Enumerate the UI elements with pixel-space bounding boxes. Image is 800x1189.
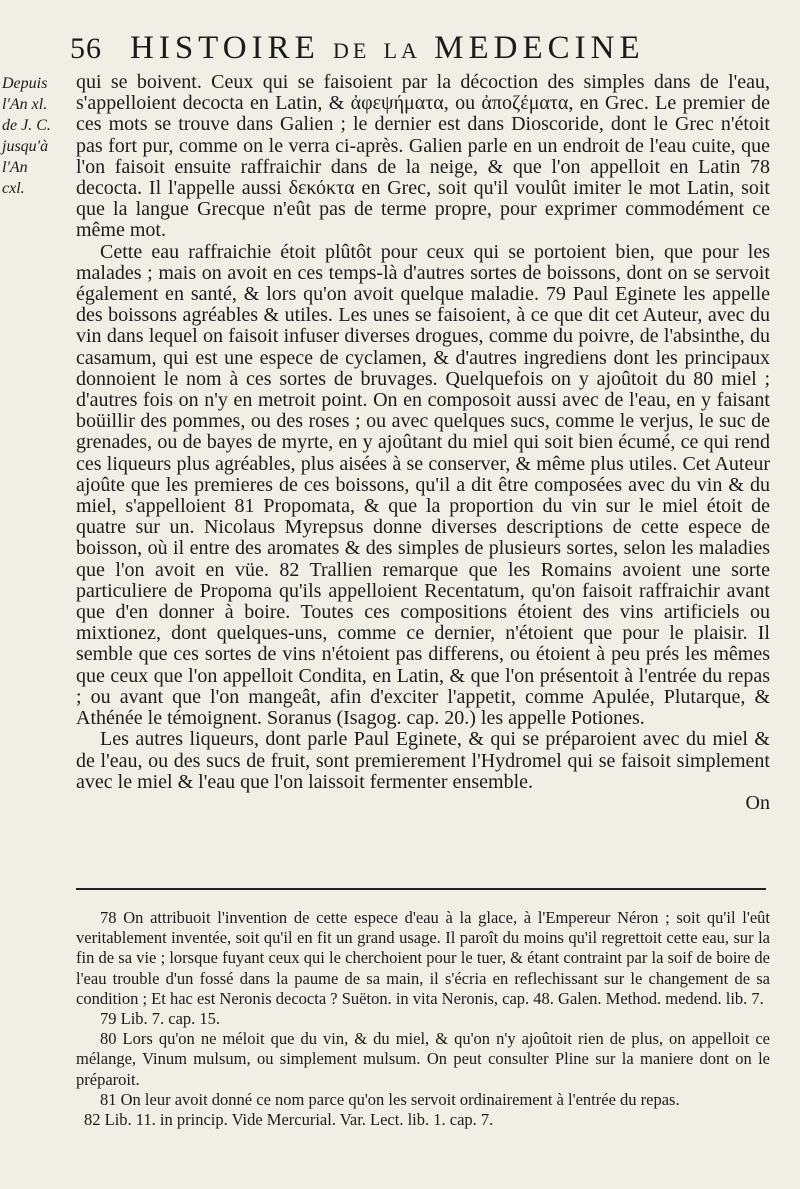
footnote-80: 80 Lors qu'on ne méloit que du vin, & du miel, & qu'on n'y ajoûtoit rien de plus, on appelloit ce mélange, Vinum mulsum, ou simplement mulsum. On peut consulter Pline sur la maniere dont on le préparoit.: [76, 1029, 770, 1089]
margin-note-line: jusqu'à: [2, 138, 49, 155]
running-title-word: DE: [332, 38, 371, 63]
margin-note-line: de J. C.: [2, 117, 51, 134]
main-text: [76, 72, 770, 814]
footnote-79: 79 Lib. 7. cap. 15.: [100, 1009, 221, 1029]
margin-note: [2, 73, 74, 199]
running-title-word: HISTOIRE: [130, 30, 320, 66]
running-title-word: MEDECINE: [434, 30, 645, 66]
footnote-78: 78 On attribuoit l'invention de cette espece d'eau à la glace, à l'Empereur Néron ; soit qu'il l'eût veritablement inventée, soit qu'il en fit un grand usage. Il paroît du moins qu'il regrettoit cette eau, sur la fin de sa vie ; lorsque fuyant ceux qui le cherchoient pour le tuer, & étant contraint par la soif de boire de l'eau trouble d'un fossé dans la paume de sa main, il s'écria en reflechissant sur le changement de sa condition ; Et hac est Neronis decocta ? Suëton. in vita Neronis, cap. 48. Galen. Method. medend. lib. 7.: [76, 908, 770, 1008]
footnote-81: 81 On leur avoit donné ce nom parce qu'on les servoit ordinairement à l'entrée du repas.: [100, 1089, 680, 1109]
footnote-82: 82 Lib. 11. in princip. Vide Mercurial. Var. Lect. lib. 1. cap. 7.: [84, 1110, 494, 1130]
margin-note-line: Depuis: [2, 75, 48, 92]
running-title-word: LA: [383, 38, 421, 63]
running-title: [130, 30, 645, 67]
body-paragraph: qui se boivent. Ceux qui se faisoient par la décoction des simples dans de l'eau, s'appelloient decocta en Latin, & ἀφεψήματα, ou ἀποζέματα, en Grec. Le premier de ces mots se trouve dans Galien ; le dernier est dans Dioscoride, dont le Grec n'étoit pas fort pur, comme on le verra ci-après. Galien parle en un endroit de l'eau cuite, que l'on faisoit ensuite raffraichir dans de la neige, & que l'on appelloit en Latin 78 decocta. Il l'appelle aussi δεκόκτα en Grec, soit qu'il voulût imiter le mot Latin, soit que la langue Grecque n'eût pas de terme propre, pour exprimer commodément ce même mot.: [76, 71, 770, 242]
body-paragraph: Les autres liqueurs, dont parle Paul Eginete, & qui se préparoient avec du miel & de l'eau, ou des sucs de fruit, sont premierement l'Hydromel qui se faisoit simplement avec le miel & l'eau que l'on laissoit fermenter ensemble.: [76, 728, 770, 793]
body-paragraph: Cette eau raffraichie étoit plûtôt pour ceux qui se portoient bien, que pour les malades ; mais on avoit en ces temps-là d'autres sortes de boissons, dont on se servoit également en santé, & lors qu'on avoit quelque maladie. 79 Paul Eginete les appelle des boissons agréables & utiles. Les unes se faisoient, à ce que dit cet Auteur, avec du vin dans lequel on faisoit infuser diverses drogues, comme du poivre, de l'absinthe, du casamum, qui est une espece de cyclamen, & d'autres ingrediens dont les principaux donnoient le nom à ces sortes de bruvages. Quelquefois on y ajoûtoit du 80 miel ; d'autres fois on n'y en metroit point. On en composoit aussi avec de l'eau, en y faisant boüillir des pommes, ou des roses ; ou avec quelques sucs, comme le verjus, le suc de grenades, ou de bayes de myrte, en y ajoûtant du miel qui soit bien écumé, ce qui rend ces liqueurs plus agréables, plus aisées à se conserver, & même plus utiles. Cet Auteur ajoûte que les premieres de ces boissons, qu'il a dit être composées avec du vin & du miel, s'appelloient 81 Propomata, & que la proportion du vin sur le miel étoit de quatre sur un. Nicolaus Myrepsus donne diverses descriptions de cette espece de boisson, où il entre des aromates & des simples de plusieurs sortes, selon les maladies que l'on avoit en vüe. 82 Trallien remarque que les Romains avoient une sorte particuliere de Propoma qu'ils appelloient Recentatum, qu'on faisoit raffraichir avant que d'en donner à boire. Toutes ces compositions étoient des vins artificiels ou mixtionez, dont quelques-uns, comme ce dernier, n'étoient que pour le plaisir. Il semble que ces sortes de vins n'étoient pas differens, ou étoient à peu prés les mêmes que ceux que l'on appelloit Condita, en Latin, & que l'on présentoit à l'entrée du repas ; ou avant que l'on mangeât, afin d'exciter l'appetit, comme Apulée, Plutarque, & Athénée le témoignent. Soranus (Isagog. cap. 20.) les appelle Potiones.: [76, 240, 770, 730]
margin-note-line: l'An: [2, 159, 28, 176]
page-header: [70, 30, 770, 70]
footnotes: [76, 908, 770, 1130]
margin-note-line: cxl.: [2, 180, 25, 197]
margin-note-line: l'An xl.: [2, 96, 48, 113]
catchword: On: [745, 791, 770, 814]
page-number: 56: [70, 32, 102, 65]
footnote-divider: [76, 888, 766, 890]
